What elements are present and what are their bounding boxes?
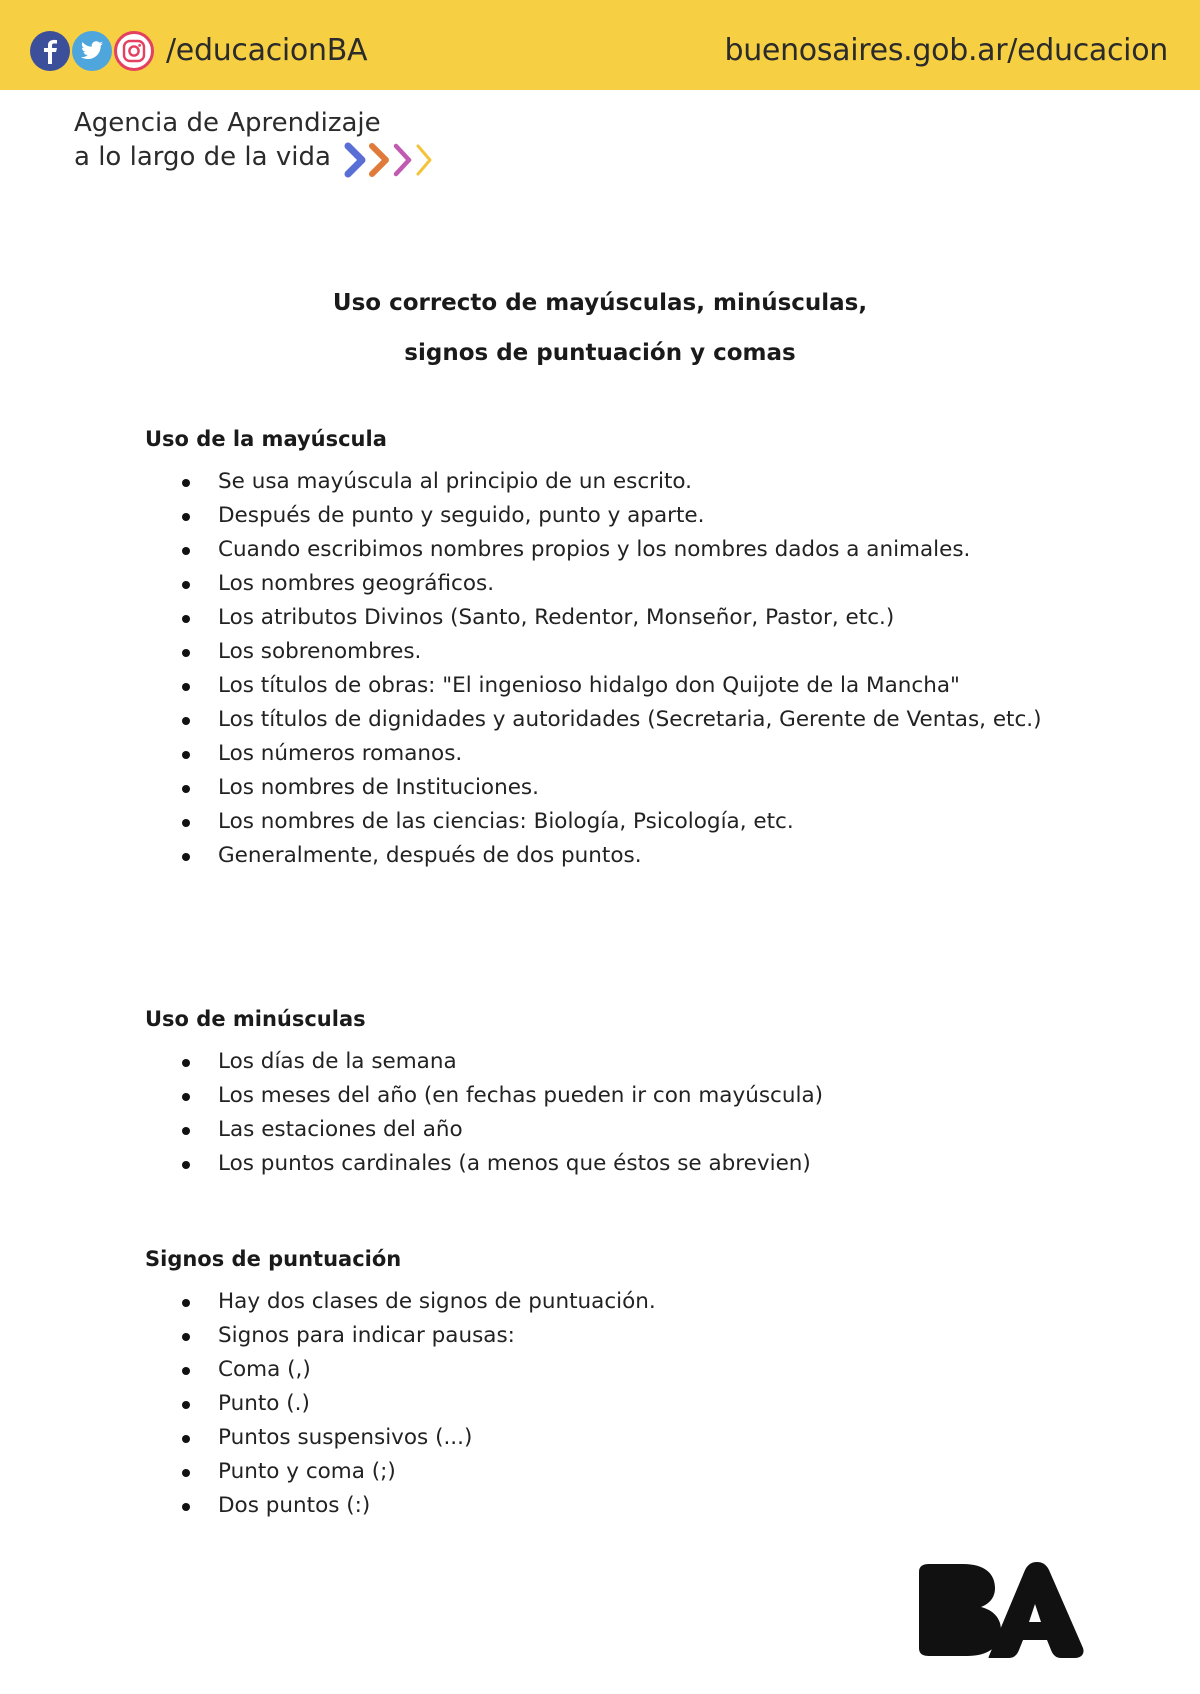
social-handle[interactable]: /educacionBA — [166, 33, 368, 68]
list-item: Los nombres de Instituciones. — [218, 771, 1055, 805]
bullet-list — [145, 465, 1055, 873]
list-item: Hay dos clases de signos de puntuación. — [218, 1285, 1055, 1319]
agency-line-2: a lo largo de la vida — [74, 142, 331, 172]
header-bar — [0, 0, 1200, 90]
twitter-icon[interactable] — [72, 31, 112, 71]
section-puntuacion — [145, 1245, 1055, 1523]
list-item: Los títulos de obras: "El ingenioso hidalgo don Quijote de la Mancha" — [218, 669, 1055, 703]
list-item: Generalmente, después de dos puntos. — [218, 839, 1055, 873]
list-item: Las estaciones del año — [218, 1113, 1055, 1147]
list-item: Después de punto y seguido, punto y aparte. — [218, 499, 1055, 533]
list-item: Punto y coma (;) — [218, 1455, 1055, 1489]
instagram-icon[interactable] — [114, 31, 154, 71]
bullet-list — [145, 1045, 1055, 1181]
title-line-2: signos de puntuación y comas — [404, 340, 796, 366]
list-item: Puntos suspensivos (...) — [218, 1421, 1055, 1455]
social-icons — [30, 31, 156, 71]
list-item: Los nombres de las ciencias: Biología, Psicología, etc. — [218, 805, 1055, 839]
agency-line-1: Agencia de Aprendizaje — [74, 108, 381, 138]
website-link[interactable]: buenosaires.gob.ar/educacion — [724, 33, 1168, 68]
chevrons-icon — [342, 142, 438, 178]
list-item: Punto (.) — [218, 1387, 1055, 1421]
list-item: Cuando escribimos nombres propios y los nombres dados a animales. — [218, 533, 1055, 567]
agency-logo — [74, 106, 381, 174]
list-item: Coma (,) — [218, 1353, 1055, 1387]
list-item: Los puntos cardinales (a menos que éstos se abrevien) — [218, 1147, 1055, 1181]
bullet-list — [145, 1285, 1055, 1523]
list-item: Los meses del año (en fechas pueden ir con mayúscula) — [218, 1079, 1055, 1113]
list-item: Los atributos Divinos (Santo, Redentor, Monseñor, Pastor, etc.) — [218, 601, 1055, 635]
list-item: Se usa mayúscula al principio de un escrito. — [218, 465, 1055, 499]
section-heading: Uso de la mayúscula — [145, 427, 387, 451]
section-mayuscula — [145, 425, 1055, 873]
list-item: Los títulos de dignidades y autoridades (Secretaria, Gerente de Ventas, etc.) — [218, 703, 1055, 737]
section-heading: Signos de puntuación — [145, 1247, 402, 1271]
section-minusculas — [145, 1005, 1055, 1181]
section-heading: Uso de minúsculas — [145, 1007, 366, 1031]
list-item: Los días de la semana — [218, 1045, 1055, 1079]
list-item: Signos para indicar pausas: — [218, 1319, 1055, 1353]
document-title — [0, 278, 1200, 378]
ba-logo — [915, 1562, 1085, 1658]
list-item: Los números romanos. — [218, 737, 1055, 771]
list-item: Los sobrenombres. — [218, 635, 1055, 669]
title-line-1: Uso correcto de mayúsculas, minúsculas, — [332, 290, 868, 316]
facebook-icon[interactable] — [30, 31, 70, 71]
list-item: Los nombres geográficos. — [218, 567, 1055, 601]
list-item: Dos puntos (:) — [218, 1489, 1055, 1523]
